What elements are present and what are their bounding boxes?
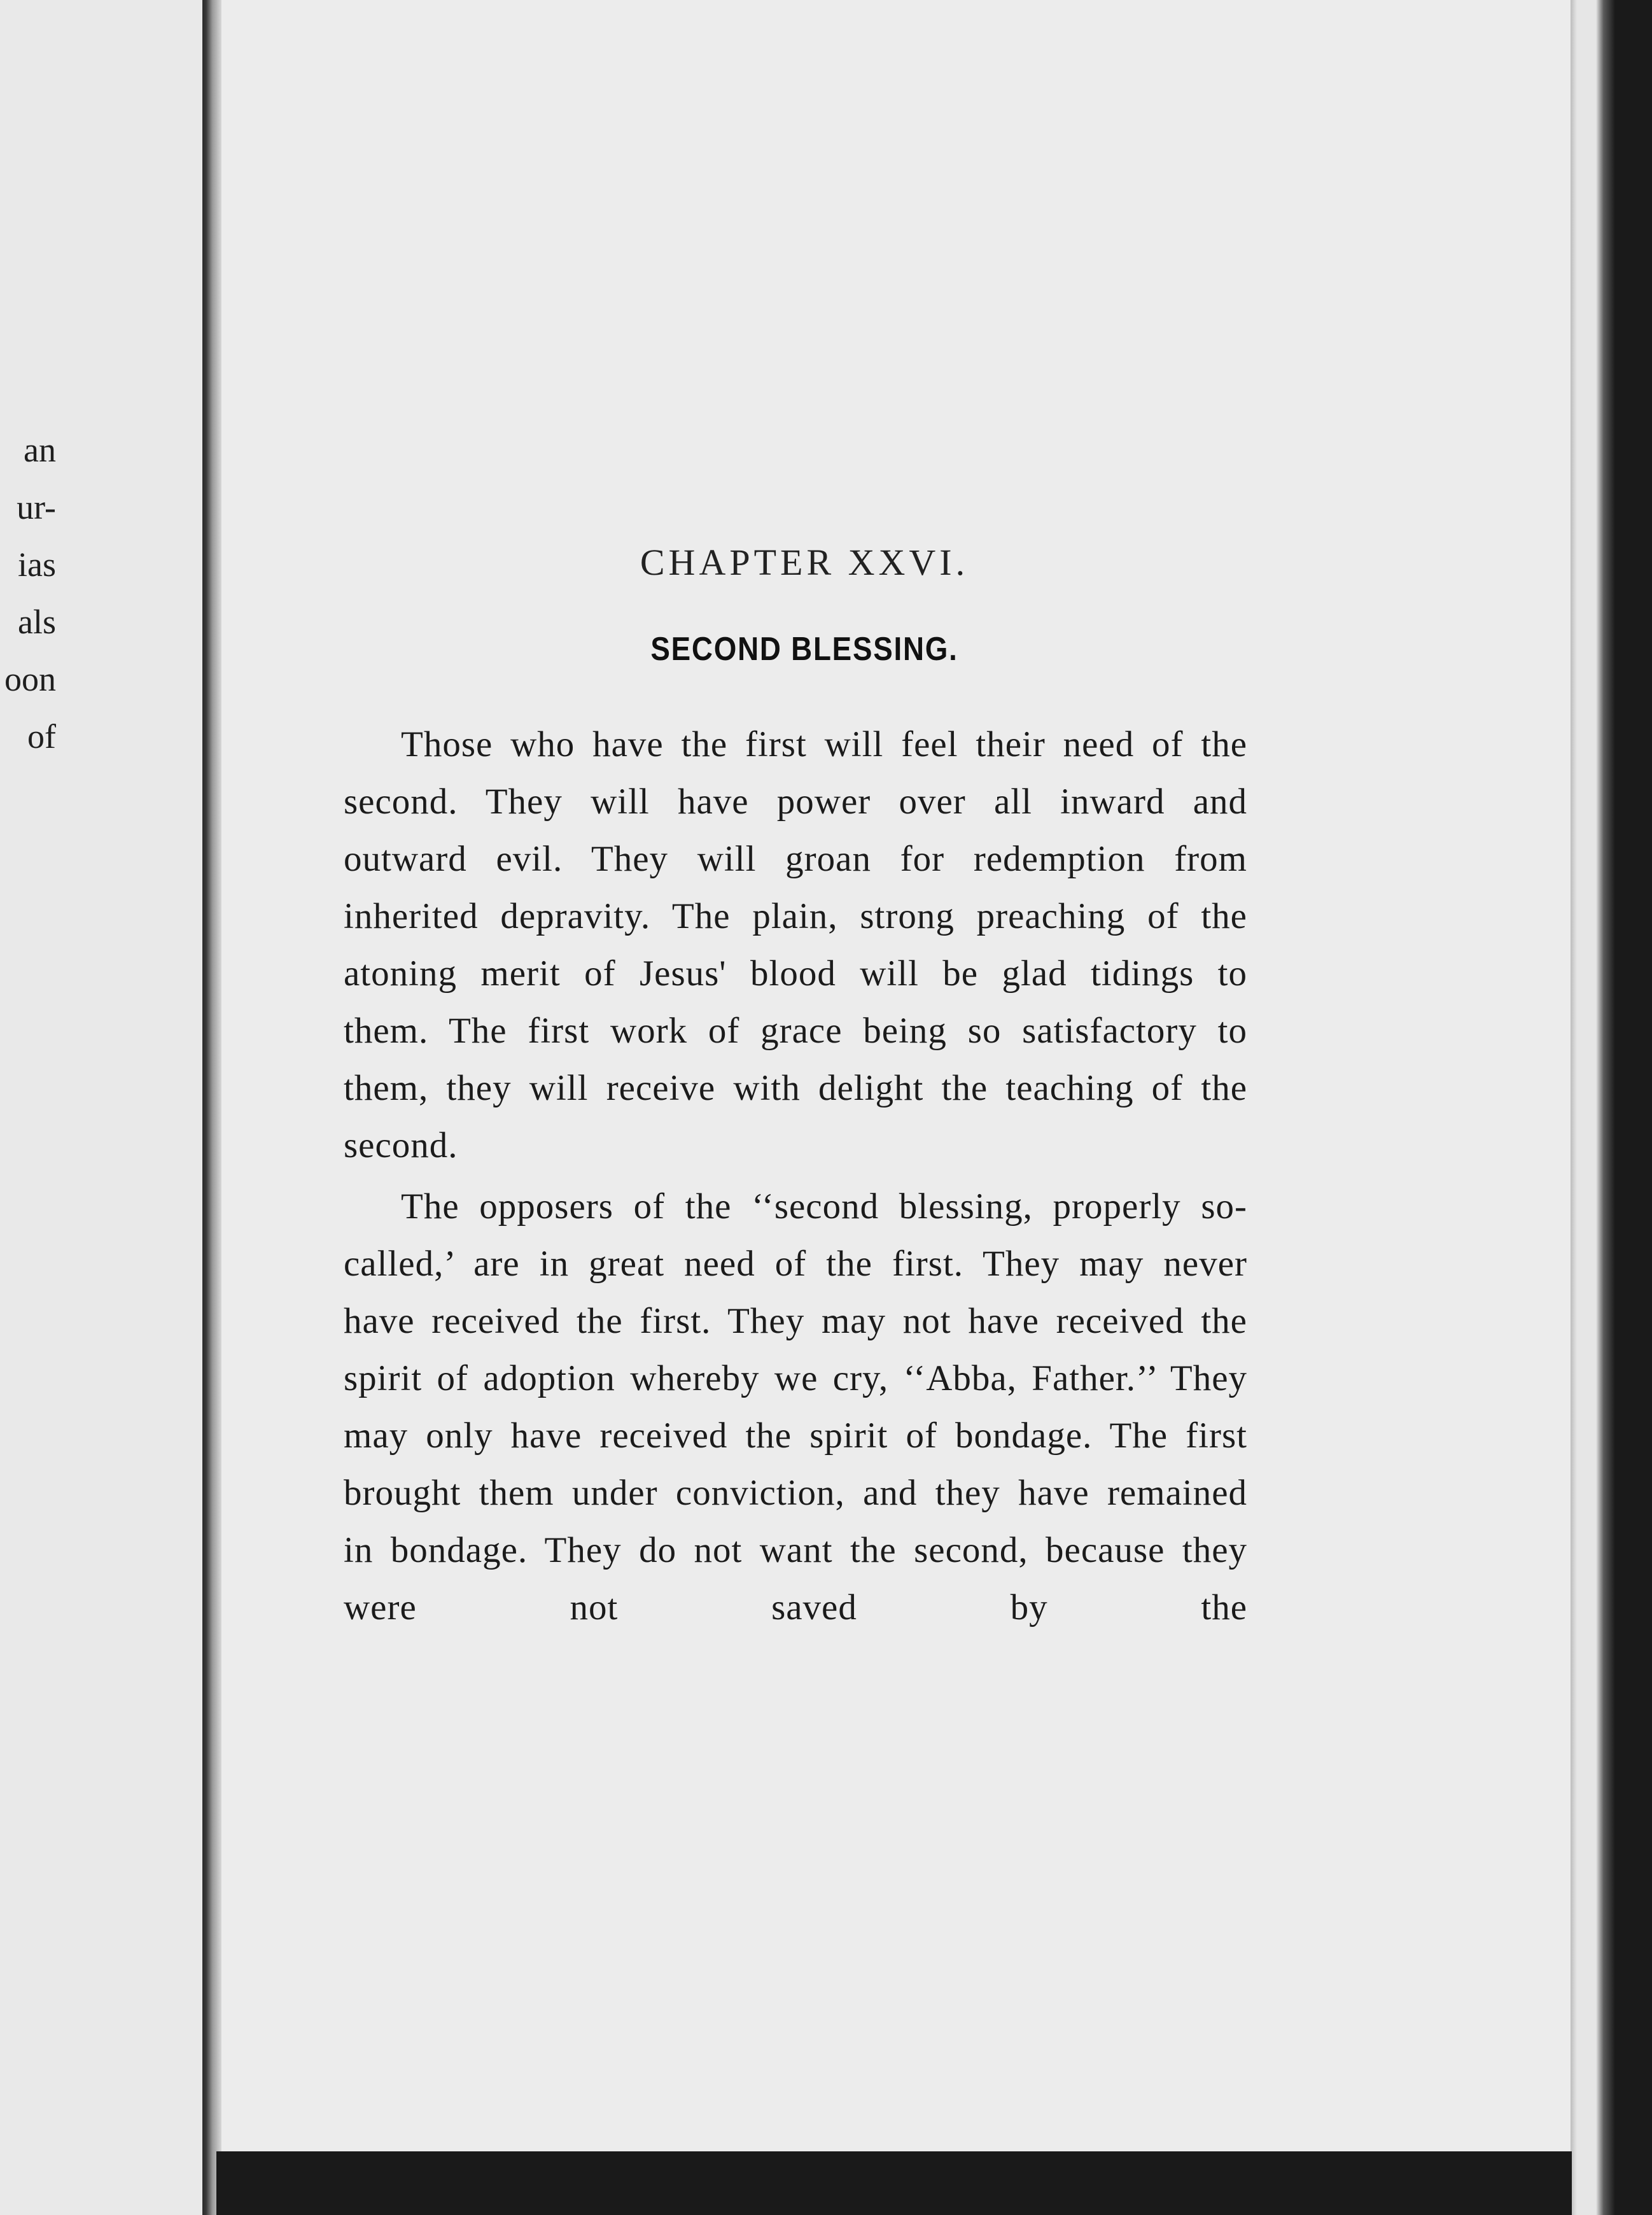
facing-page-fragment: oon (4, 660, 56, 698)
paragraph: The opposers of the ‘‘second blessing, properly so-called,’ are in great need of the first. They may never have received the first. They may not have received the spirit of adoption whereby we cry, ‘‘Abba, Father.’’ They may only have received the spirit of bondage. The first brought them under conviction, and they have remained in bondage. They do not want the second, because they were not saved by the (344, 1186, 1247, 1628)
chapter-body (344, 716, 1247, 1636)
book-gutter (202, 0, 221, 2215)
facing-page-fragment: als (18, 603, 56, 641)
facing-page-fragment: ur- (17, 488, 56, 526)
paragraph: Those who have the first will feel their need of the second. They will have power over all inward and outward evil. They will groan for redemption from inherited depravity. The plain, strong preaching of the atoning merit of Jesus' blood will be glad tidings to them. The first work of grace being so satisfactory to them, they will receive with delight the teaching of the second. (344, 724, 1247, 1165)
page-edge (1571, 0, 1652, 2215)
facing-page-fragment: of (27, 717, 56, 756)
facing-page-fragment: ias (18, 545, 56, 584)
facing-page-fragment: an (24, 431, 56, 469)
chapter-title: SECOND BLESSING. (650, 631, 958, 668)
chapter-heading: CHAPTER XXVI. (640, 542, 969, 583)
facing-page (0, 0, 202, 2215)
page-bottom-edge (216, 2151, 1572, 2215)
